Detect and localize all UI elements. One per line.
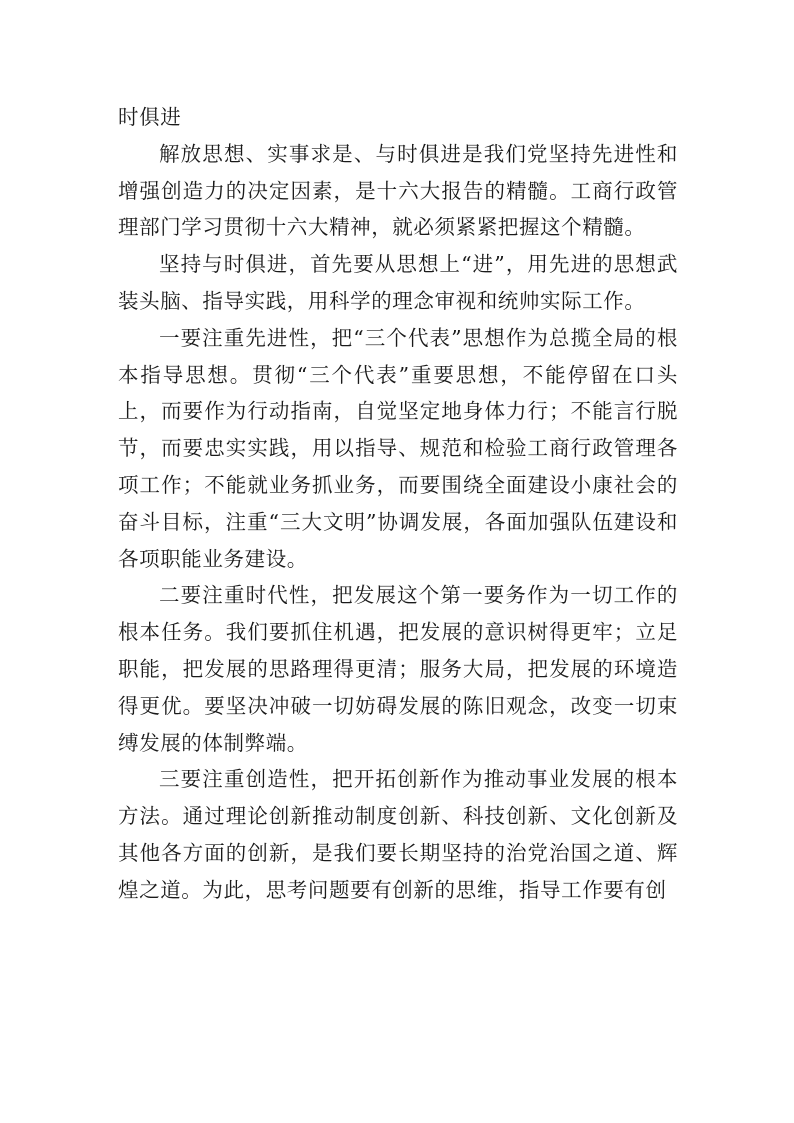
paragraph-advanced-nature: 一要注重先进性，把“三个代表”思想作为总揽全局的根本指导思想。贯彻“三个代表”重要思想，不能停留在口头上，而要作为行动指南，自觉坚定地身体力行；不能言行脱节，而要忠实实践，用以指导、规范和检验工商行政管理各项工作；不能就业务抓业务，而要围绕全面建设小康社会的奋斗目标，注重“三大文明”协调发展，各面加强队伍建设和各项职能业务建设。: [118, 325, 678, 571]
paragraph-creativity: 三要注重创造性，把开拓创新作为推动事业发展的根本方法。通过理论创新推动制度创新、科技创新、文化创新及其他各方面的创新，是我们要长期坚持的治党治国之道、辉煌之道。为此，思考问题要有创新的思维，指导工作要有创: [118, 767, 678, 902]
paragraph-intro: 解放思想、实事求是、与时俱进是我们党坚持先进性和增强创造力的决定因素，是十六大报告的精髓。工商行政管理部门学习贯彻十六大精神，就必须紧紧把握这个精髓。: [118, 141, 678, 240]
paragraph-thought: 坚持与时俱进，首先要从思想上“进”，用先进的思想武装头脑、指导实践，用科学的理念审视和统帅实际工作。: [118, 252, 678, 313]
paragraph-times-nature: 二要注重时代性，把发展这个第一要务作为一切工作的根本任务。我们要抓住机遇，把发展的意识树得更牢；立足职能，把发展的思路理得更清；服务大局，把发展的环境造得更优。要坚决冲破一切妨碍发展的陈旧观念，改变一切束缚发展的体制弊端。: [118, 583, 678, 755]
paragraph-continuation: 时俱进: [118, 105, 182, 129]
document-body: [118, 99, 678, 909]
